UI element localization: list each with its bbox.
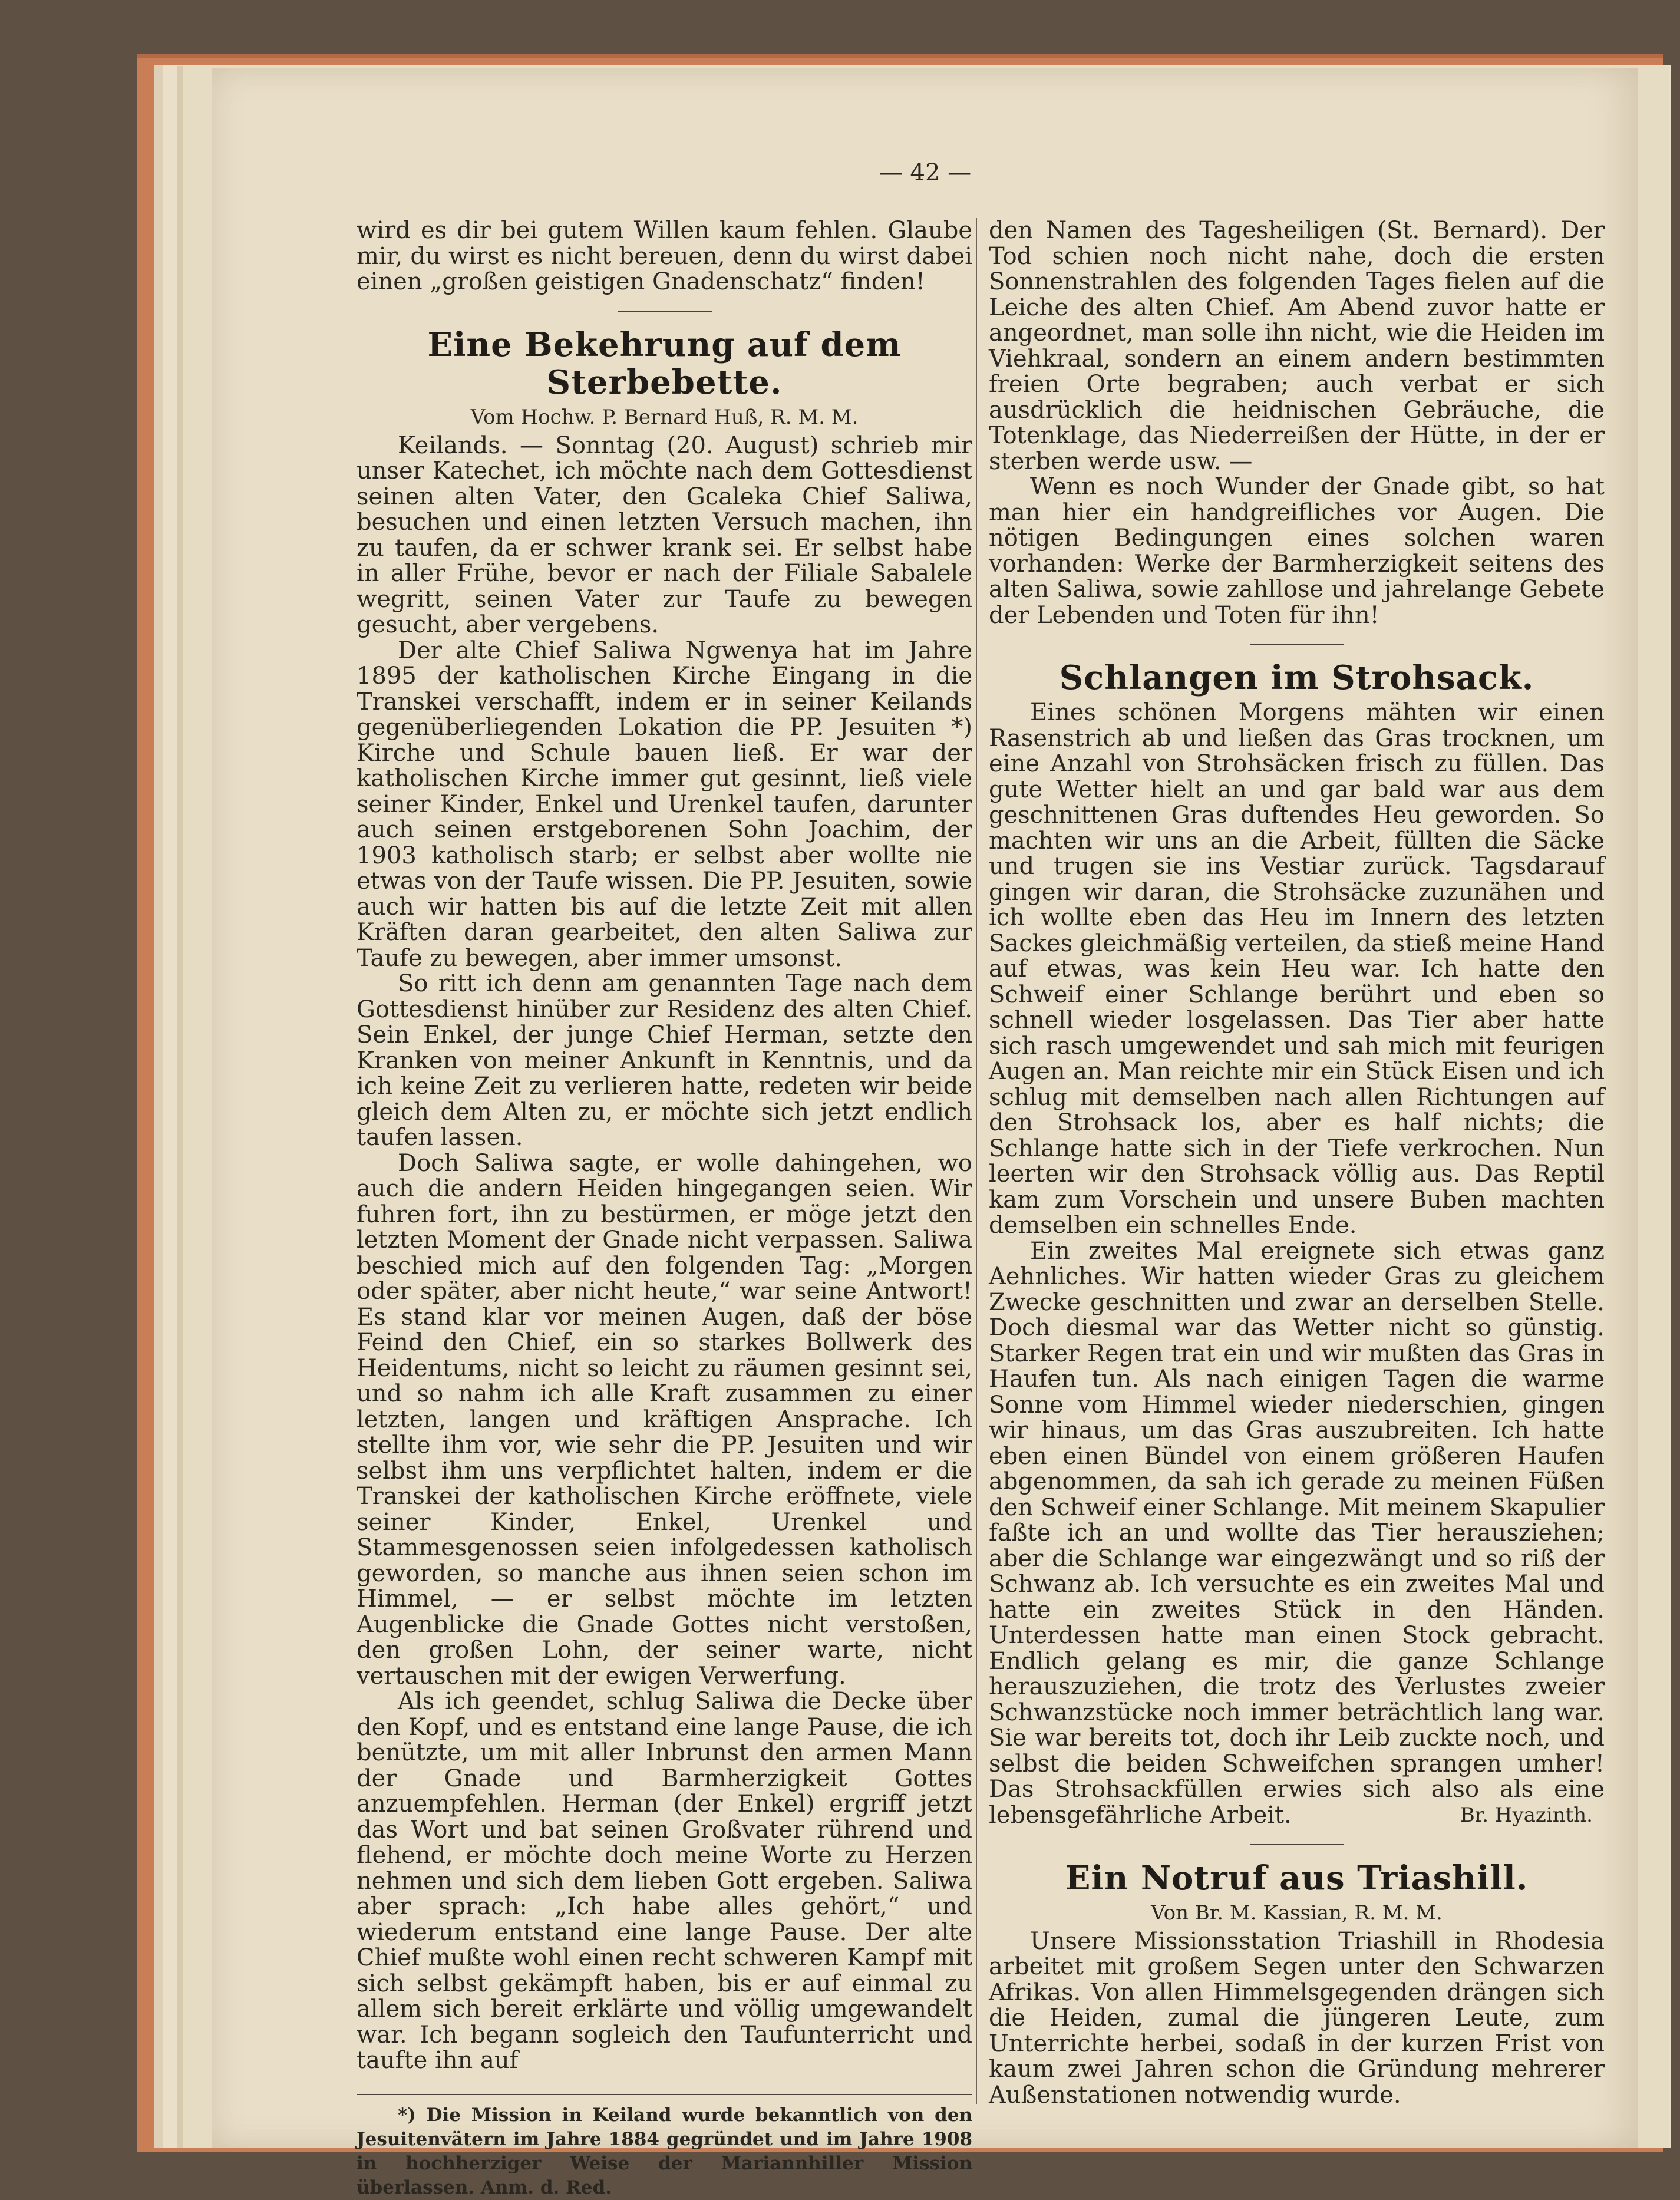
intro-paragraph: wird es dir bei gutem Willen kaum fehlen. Glaube mir, du wirst es nicht bereuen, denn du wirst dabei einen „großen geistigen Gnadenschatz“ finden! xyxy=(357,217,972,295)
article-paragraph: den Namen des Tagesheiligen (St. Bernard). Der Tod schien noch nicht nahe, doch die ersten Sonnenstrahlen des folgenden Tages fielen auf die Leiche des alten Chief. Am Abend zuvor hatte er angeordnet, man solle ihn nicht, wie die Heiden im Viehkraal, sondern an einem andern bestimmten freien Orte begraben; auch verbat er sich ausdrücklich die heidnischen Gebräuche, die Totenklage, das Niederreißen der Hütte, in der er sterben werde usw. — xyxy=(989,217,1605,475)
article-title: Ein Notruf aus Triashill. xyxy=(1065,1858,1529,1898)
section-rule xyxy=(1250,644,1344,645)
footnote: *) Die Mission in Keiland wurde bekanntlich von den Jesuitenvätern im Jahre 1884 gegründet und im Jahre 1908 in hochherziger Weise der Mariannhiller Mission überlassen. Anm. d. Red. xyxy=(357,2104,972,2198)
footnote-rule xyxy=(357,2094,972,2095)
article-paragraph: Wenn es noch Wunder der Gnade gibt, so hat man hier ein handgreifliches vor Augen. Die nötigen Bedingungen eines solchen waren vorhanden: Werke der Barmherzigkeit seitens des alten Saliwa, sowie zahllose und jahrelange Gebete der Lebenden und Toten für ihn! xyxy=(989,473,1605,629)
article-paragraph: Doch Saliwa sagte, er wolle dahingehen, wo auch die andern Heiden hingegangen seien. Wir fuhren fort, ihn zu bestürmen, er möge jetzt den letzten Moment der Gnade nicht verpassen. Saliwa beschied mich auf den folgenden Tag: „Morgen oder später, aber nicht heute,“ war seine Antwort! Es stand klar vor meinen Augen, daß der böse Feind den Chief, ein so starkes Bollwerk des Heidentums, nicht so leicht zu räumen gesinnt sei, und so nahm ich alle Kraft zusammen zu einer letzten, langen und kräftigen Ansprache. Ich stellte ihm vor, wie sehr die PP. Jesuiten und wir selbst ihm uns verpflichtet halten, indem er die Transkei der katholischen Kirche eröffnete, viele seiner Kinder, Enkel, Urenkel und Stammesgenossen seien infolgedessen katholisch geworden, so manche aus ihnen seien schon im Himmel, — er selbst möchte im letzten Augenblicke die Gnade Gottes nicht verstoßen, den großen Lohn, der seiner warte, nicht vertauschen mit der ewigen Verwerfung. xyxy=(357,1149,972,1690)
page-number: — 42 — xyxy=(879,159,972,186)
article-paragraph: Ein zweites Mal ereignete sich etwas ganz Aehnliches. Wir hatten wieder Gras zu gleichem Zwecke geschnitten und zwar an derselben Stelle. Doch diesmal war das Wetter nicht so günstig. Starker Regen trat ein und wir mußten das Gras in Haufen tun. Als nach einigen Tagen die warme Sonne vom Himmel wieder niederschien, gingen wir hinaus, um das Gras auszubreiten. Ich hatte eben einen Bündel von einem größeren Haufen abgenommen, da sah ich gerade zu meinen Füßen den Schweif einer Schlange. Mit meinem Skapulier faßte ich an und wollte das Tier herausziehen; aber die Schlange war eingezwängt und so riß der Schwanz ab. Ich versuchte es ein zweites Mal und hatte ein zweites Stück in den Händen. Unterdessen hatte man einen Stock gebracht. Endlich gelang es mir, die ganze Schlange herauszuziehen, die trotz des Verlustes zweier Schwanzstücke noch immer beträchtlich lang war. Sie war bereits tot, doch ihr Leib zuckte noch, und selbst die beiden Schweifchen sprangen umher! Das Strohsackfüllen erwies sich also als eine lebensgefährliche Arbeit. xyxy=(989,1237,1605,1829)
article-paragraph: Unsere Missionsstation Triashill in Rhodesia arbeitet mit großem Segen unter den Schwarzen Afrikas. Von allen Himmelsgegenden drängen sich die Heiden, zumal die jüngeren Leute, zum Unterrichte herbei, sodaß in der kurzen Frist von kaum zwei Jahren schon die Gründung mehrerer Außenstationen notwendig wurde. xyxy=(989,1927,1605,2109)
section-rule xyxy=(618,311,712,312)
article-byline: Vom Hochw. P. Bernard Huß, R. M. M. xyxy=(470,405,859,429)
right-column xyxy=(989,218,1605,2108)
section-rule xyxy=(1250,1844,1344,1845)
article-paragraph: Als ich geendet, schlug Saliwa die Decke über den Kopf, und es entstand eine lange Pause, die ich benützte, um mit aller Inbrunst den armen Mann der Gnade und Barmherzigkeit Gottes anzuempfehlen. Herman (der Enkel) ergriff jetzt das Wort und bat seinen Großvater rührend und flehend, er möchte doch meine Worte zu Herzen nehmen und sich dem lieben Gott ergeben. Saliwa aber sprach: „Ich habe alles gehört,“ und wiederum entstand eine lange Pause. Der alte Chief mußte wohl einen recht schweren Kampf mit sich selbst gekämpft haben, bis er auf einmal zu allem sich bereit erklärte und völlig umgewandelt war. Ich begann sogleich den Taufunterricht und taufte ihn auf xyxy=(357,1688,972,2074)
article-byline: Von Br. M. Kassian, R. M. M. xyxy=(1151,1901,1443,1925)
printed-page xyxy=(212,68,1638,2198)
article-paragraph: So ritt ich denn am genannten Tage nach dem Gottesdienst hinüber zur Residenz des alten Chief. Sein Enkel, der junge Chief Herman, setzte den Kranken von meiner Ankunft in Kenntnis, und da ich keine Zeit zu verlieren hatte, redeten wir beide gleich dem Alten zu, er möchte sich jetzt endlich taufen lassen. xyxy=(357,970,972,1151)
article-title: Schlangen im Strohsack. xyxy=(1059,658,1534,697)
article-paragraph: Keilands. — Sonntag (20. August) schrieb mir unser Katechet, ich möchte nach dem Gottesdienst seinen alten Vater, den Gcaleka Chief Saliwa, besuchen und einen letzten Versuch machen, ihn zu taufen, da er schwer krank sei. Er selbst habe in aller Frühe, bevor er nach der Filiale Sabalele wegritt, seinen Vater zur Taufe zu bewegen gesucht, aber vergebens. xyxy=(357,431,972,638)
author-signature: Br. Hyazinth. xyxy=(1460,1803,1593,1827)
left-column xyxy=(357,218,972,2200)
article-title: Eine Bekehrung auf dem Sterbebette. xyxy=(427,325,902,402)
article-paragraph: Der alte Chief Saliwa Ngwenya hat im Jahre 1895 der katholischen Kirche Eingang in die Transkei verschafft, indem er in seiner Keilands gegenüberliegenden Lokation die PP. Jesuiten *) Kirche und Schule bauen ließ. Er war der katholischen Kirche immer gut gesinnt, ließ viele seiner Kinder, Enkel und Urenkel taufen, darunter auch seinen erstgeborenen Sohn Joachim, der 1903 katholisch starb; er selbst aber wollte nie etwas von der Taufe wissen. Die PP. Jesuiten, sowie auch wir hatten bis auf die letzte Zeit mit allen Kräften daran gearbeitet, den alten Saliwa zur Taufe zu bewegen, aber immer umsonst. xyxy=(357,636,972,972)
column-divider xyxy=(976,218,977,2104)
article-paragraph: Eines schönen Morgens mähten wir einen Rasenstrich ab und ließen das Gras trocknen, um eine Anzahl von Strohsäcken frisch zu füllen. Das gute Wetter hielt an und gar bald war aus dem geschnittenen Gras duftendes Heu geworden. So machten wir uns an die Arbeit, füllten die Säcke und trugen sie ins Vestiar zurück. Tagsdarauf gingen wir daran, die Strohsäcke zuzunähen und ich wollte eben das Heu im Innern des letzten Sackes gleichmäßig verteilen, da stieß meine Hand auf etwas, was kein Heu war. Ich hatte den Schweif einer Schlange berührt und eben so schnell wieder losgelassen. Das Tier aber hatte sich rasch umgewendet und sah mich mit feurigen Augen an. Man reichte mir ein Stück Eisen und ich schlug mit demselben nach allen Richtungen auf den Strohsack los, aber es half nichts; die Schlange hatte sich in der Tiefe verkrochen. Nun leerten wir den Strohsack völlig aus. Das Reptil kam zum Vorschein und unsere Buben machten demselben ein schnelles Ende. xyxy=(989,699,1605,1239)
